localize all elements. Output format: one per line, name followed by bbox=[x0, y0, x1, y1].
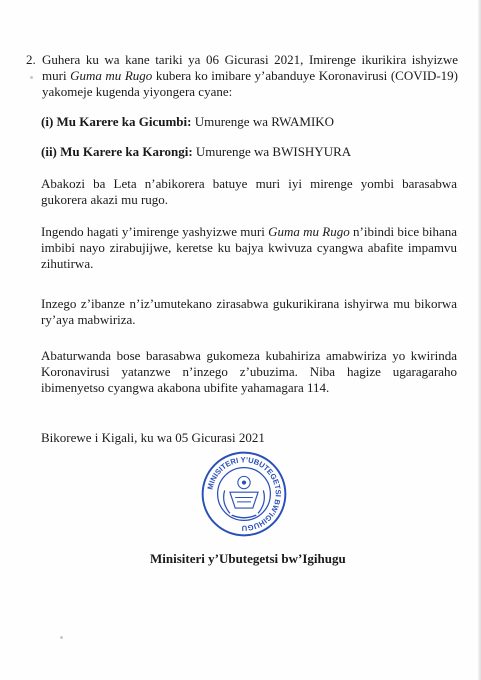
sector-name-bwishyura: Umurenge wa BWISHYURA bbox=[192, 144, 352, 159]
paragraph-public-compliance: Abaturwanda bose barasabwa gukomeza kubahiriza amabwiriza yo kwirinda Koronavirusi yatanzwe n’inzego z’ubuzima. Niba hagize ugaragaraho ibimenyetso cyangwa akabona ubifite yahamagara 114. bbox=[41, 348, 457, 395]
district-label-gicumbi: (i) Mu Karere ka Gicumbi: bbox=[41, 114, 192, 129]
ministry-seal-stamp bbox=[200, 450, 288, 538]
numbered-item-2 bbox=[26, 52, 458, 100]
scan-speck bbox=[30, 76, 33, 79]
district-label-karongi: (ii) Mu Karere ka Karongi: bbox=[41, 144, 193, 159]
guma-mu-rugo-term: Guma mu Rugo bbox=[70, 68, 153, 83]
seal-ring-text: MINISITERI Y’UBUTEGETSI BW’IGIHUGU bbox=[205, 455, 283, 533]
sector-karongi bbox=[41, 144, 351, 160]
paragraph-local-authorities: Inzego z’ibanze n’iz’umutekano zirasabwa gukurikirana ishyirwa mu bikorwa ry’aya mabwiriza. bbox=[41, 296, 457, 327]
issue-date: Bikorewe i Kigali, ku wa 05 Gicurasi 2021 bbox=[41, 430, 265, 445]
sector-name-rwamiko: Umurenge wa RWAMIKO bbox=[191, 114, 335, 129]
item-number: 2. bbox=[26, 52, 36, 67]
ministry-signature: Minisiteri y’Ubutegetsi bw’Igihugu bbox=[150, 551, 346, 566]
sector-gicumbi bbox=[41, 114, 334, 130]
item-2-text: Guhera ku wa kane tariki ya 06 Gicurasi 2021, Imirenge ikurikira ishyizwe muri Guma mu Rugo kubera ko imibare y’abanduye Koronavirusi (COVID-19) yakomeje kugenda yiyongera cyane: bbox=[42, 52, 458, 99]
paragraph-movement-restriction: Ingendo hagati y’imirenge yashyizwe muri Guma mu Rugo n’ibindi bice bihana imbibi nayo zirabujijwe, keretse ku bajya kwivuza cyangwa abafite impamvu zihutirwa. bbox=[41, 224, 457, 271]
scan-speck bbox=[60, 636, 63, 639]
paragraph-work-from-home: Abakozi ba Leta n’abikorera batuye muri iyi mirenge yombi barasabwa gukorera akazi mu rugo. bbox=[41, 176, 457, 207]
guma-mu-rugo-term: Guma mu Rugo bbox=[268, 224, 350, 239]
